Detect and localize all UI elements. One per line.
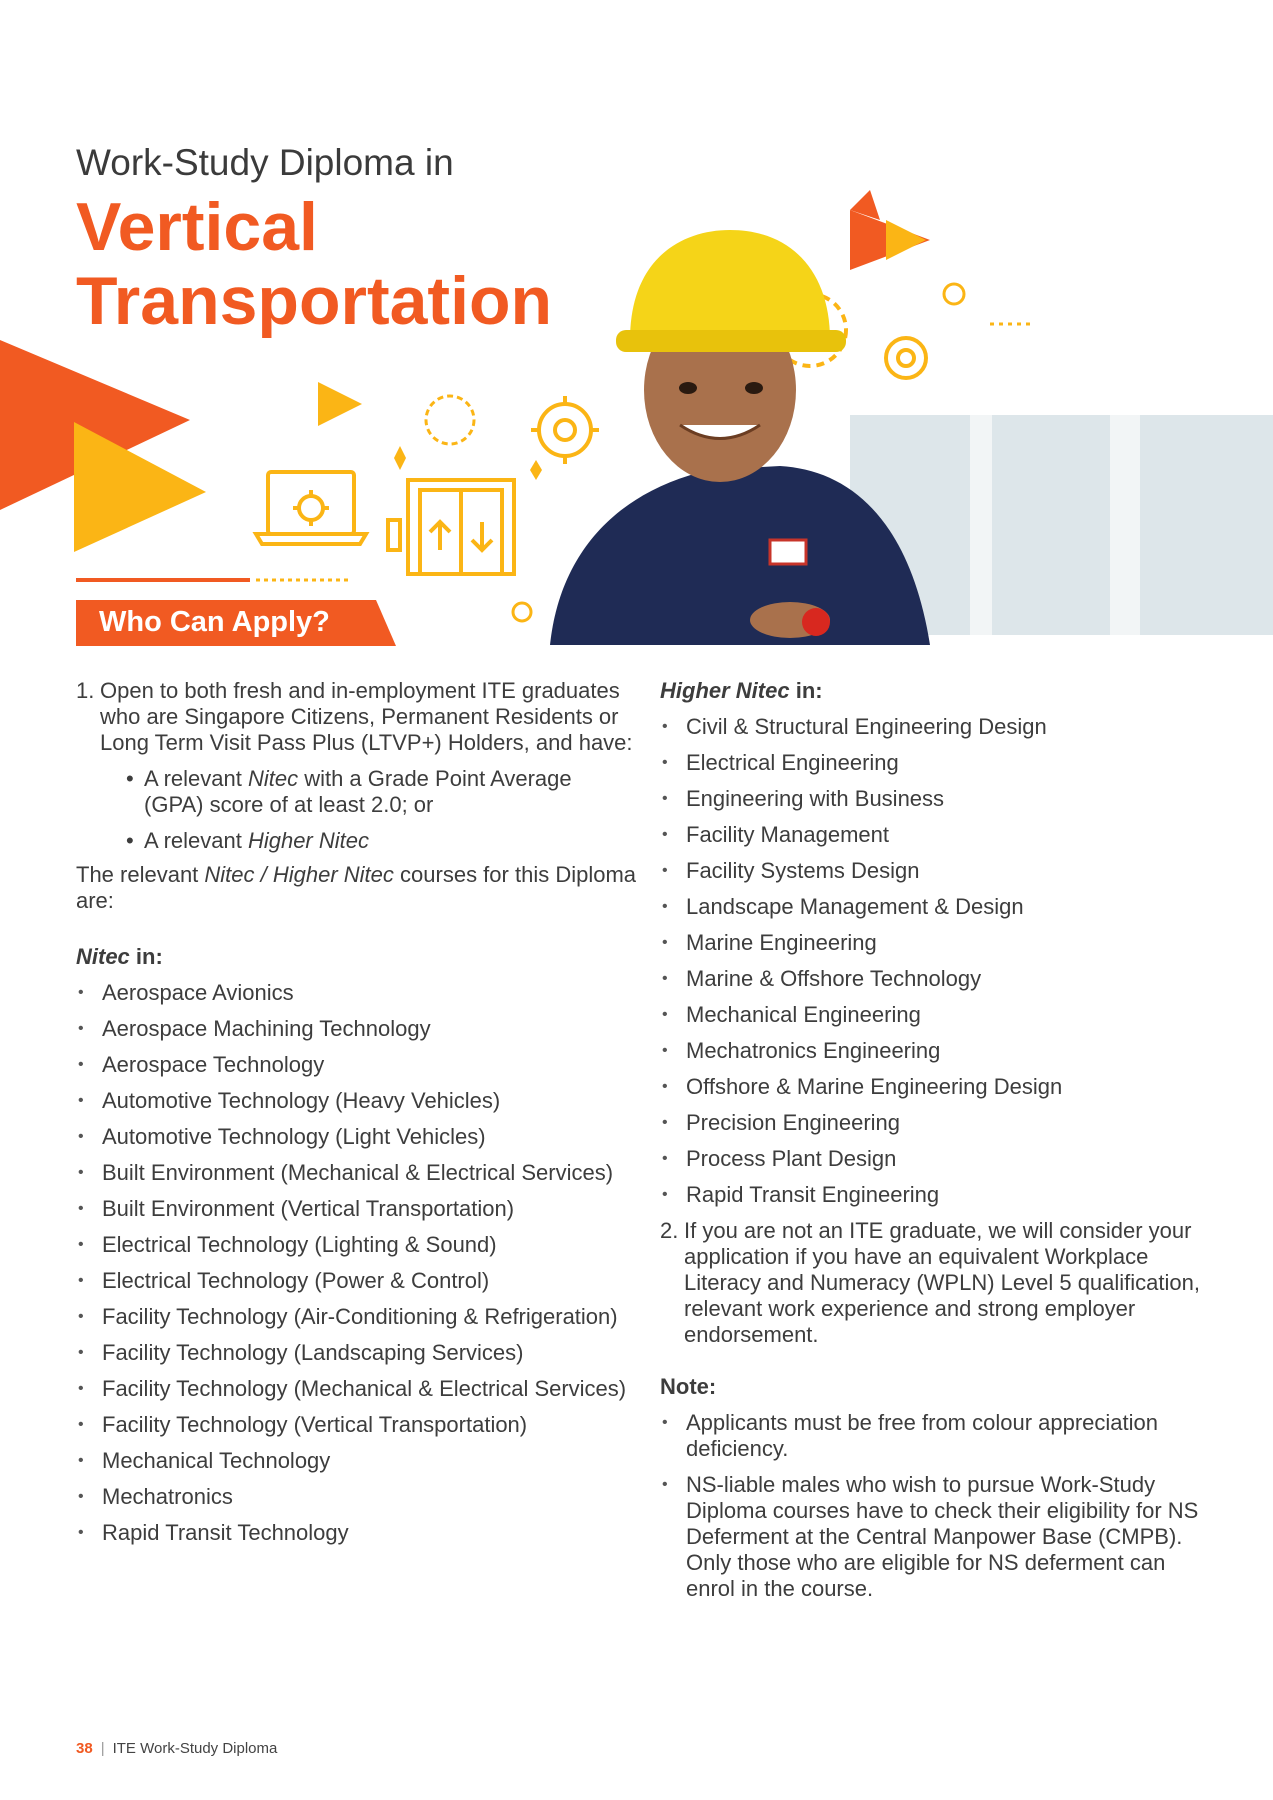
sparkle-icon bbox=[394, 446, 406, 470]
badge-label: Who Can Apply? bbox=[99, 606, 330, 638]
eligibility-point-1 bbox=[76, 678, 636, 854]
eligibility-point-2 bbox=[660, 1218, 1220, 1348]
list-item: • Engineering with Business bbox=[660, 786, 1220, 812]
list-item: • Facility Technology (Landscaping Services) bbox=[76, 1340, 636, 1366]
list-item: • Applicants must be free from colour appreciation deficiency. bbox=[660, 1410, 1220, 1462]
note-heading: Note: bbox=[660, 1374, 717, 1399]
page-number: 38 bbox=[76, 1740, 93, 1757]
point-text: If you are not an ITE graduate, we will consider your application if you have an equivalent Workplace Literacy and Numeracy (WPLN) Level 5 qualification, relevant work experience and strong employer endorsement. bbox=[684, 1218, 1201, 1347]
list-item: • Built Environment (Vertical Transportation) bbox=[76, 1196, 636, 1222]
point-number: 2. bbox=[660, 1218, 679, 1243]
list-item: • Rapid Transit Technology bbox=[76, 1520, 636, 1546]
left-column bbox=[76, 678, 636, 1556]
title-line-1: Vertical bbox=[76, 189, 318, 265]
list-item: • Aerospace Machining Technology bbox=[76, 1016, 636, 1042]
small-circle-icon bbox=[944, 284, 964, 304]
list-item: • Electrical Technology (Power & Control) bbox=[76, 1268, 636, 1294]
list-item: • Marine Engineering bbox=[660, 930, 1220, 956]
list-item: • Electrical Engineering bbox=[660, 750, 1220, 776]
list-item: • Built Environment (Mechanical & Electrical Services) bbox=[76, 1160, 636, 1186]
elevator-icon bbox=[388, 480, 514, 574]
right-column bbox=[660, 678, 1220, 1612]
list-item: • Precision Engineering bbox=[660, 1110, 1220, 1136]
list-item: • Mechatronics Engineering bbox=[660, 1038, 1220, 1064]
higher-nitec-heading: Higher Nitec in: bbox=[660, 678, 823, 703]
list-item: • Mechatronics bbox=[76, 1484, 636, 1510]
title-line-2: Transportation bbox=[76, 263, 553, 339]
publication-name: ITE Work-Study Diploma bbox=[112, 1740, 278, 1757]
note-list bbox=[660, 1410, 1220, 1602]
list-item: • Mechanical Engineering bbox=[660, 1002, 1220, 1028]
list-item: • Electrical Technology (Lighting & Sound) bbox=[76, 1232, 636, 1258]
list-item: • Mechanical Technology bbox=[76, 1448, 636, 1474]
list-item: • Facility Technology (Mechanical & Electrical Services) bbox=[76, 1376, 636, 1402]
page-title bbox=[76, 190, 552, 338]
list-item: • Offshore & Marine Engineering Design bbox=[660, 1074, 1220, 1100]
list-item: • Rapid Transit Engineering bbox=[660, 1182, 1220, 1208]
laptop-gear-icon bbox=[256, 472, 366, 544]
list-item: • Process Plant Design bbox=[660, 1146, 1220, 1172]
play-arrows-icon bbox=[850, 190, 930, 270]
nitec-heading: Nitec in: bbox=[76, 944, 163, 969]
list-item: • NS-liable males who wish to pursue Work-Study Diploma courses have to check their eligibility for NS Deferment at the Central Manpower Base (CMPB). Only those who are eligible for NS deferment can enrol in the course. bbox=[660, 1472, 1220, 1602]
page-subtitle: Work-Study Diploma in bbox=[76, 142, 454, 183]
decorative-graphics bbox=[0, 330, 560, 640]
list-item: • Automotive Technology (Heavy Vehicles) bbox=[76, 1088, 636, 1114]
relevant-courses-intro: The relevant Nitec / Higher Nitec courses for this Diploma are: bbox=[76, 862, 637, 913]
higher-nitec-course-list bbox=[660, 714, 1220, 1208]
list-item: • Facility Management bbox=[660, 822, 1220, 848]
list-item: • Aerospace Technology bbox=[76, 1052, 636, 1078]
point-number: 1. bbox=[76, 678, 95, 703]
list-item: • Aerospace Avionics bbox=[76, 980, 636, 1006]
list-item: • Facility Technology (Vertical Transportation) bbox=[76, 1412, 636, 1438]
list-item: • Facility Systems Design bbox=[660, 858, 1220, 884]
list-item: • Marine & Offshore Technology bbox=[660, 966, 1220, 992]
footer-separator: | bbox=[100, 1740, 105, 1757]
nitec-course-list bbox=[76, 980, 636, 1546]
dashed-circle-icon bbox=[426, 396, 474, 444]
point-text: Open to both fresh and in-employment ITE graduates who are Singapore Citizens, Permanent Residents or Long Term Visit Pass Plus (LTVP+) Holders, and have: bbox=[100, 678, 633, 755]
yellow-triangle-small bbox=[318, 382, 362, 426]
sub-point-nitec: • A relevant Nitec with a Grade Point Average (GPA) score of at least 2.0; or bbox=[126, 766, 572, 817]
list-item: • Facility Technology (Air-Conditioning & Refrigeration) bbox=[76, 1304, 636, 1330]
list-item: • Landscape Management & Design bbox=[660, 894, 1220, 920]
page-footer bbox=[76, 1740, 277, 1757]
hero-illustration bbox=[520, 190, 1273, 645]
list-item: • Automotive Technology (Light Vehicles) bbox=[76, 1124, 636, 1150]
sub-point-higher-nitec: • A relevant Higher Nitec bbox=[126, 828, 369, 853]
list-item: • Civil & Structural Engineering Design bbox=[660, 714, 1220, 740]
